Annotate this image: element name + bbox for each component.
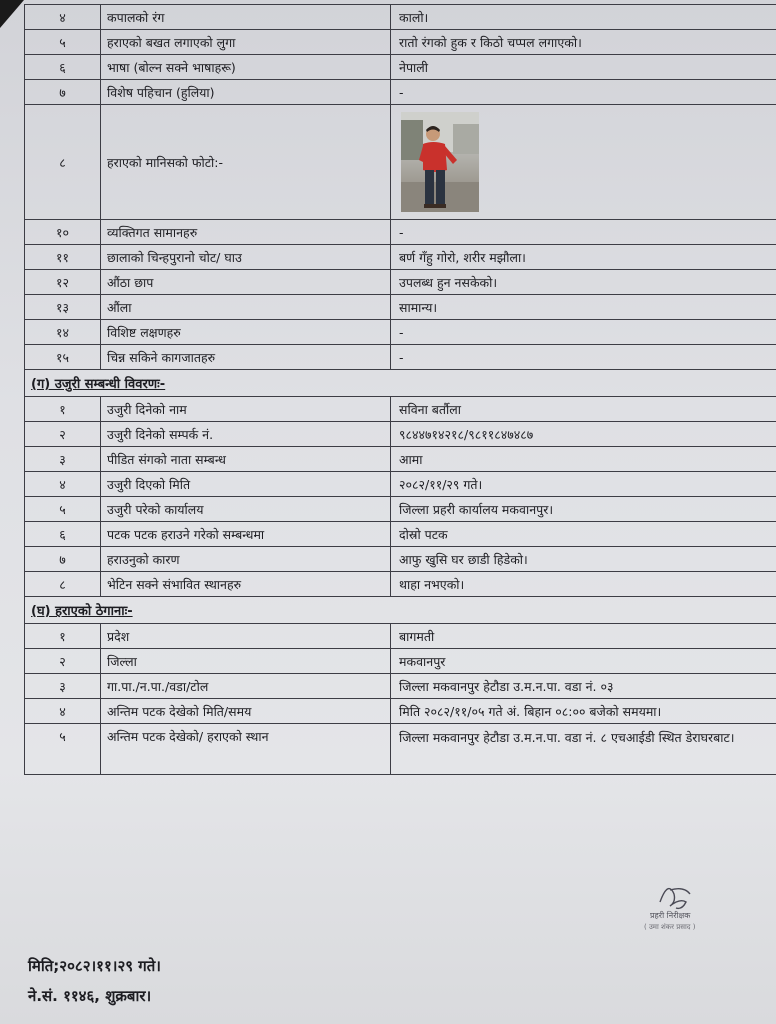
table-row — [25, 30, 776, 55]
section-header-address — [25, 597, 776, 624]
table-row — [25, 345, 776, 370]
row-value: दोस्रो पटक — [391, 522, 776, 547]
row-number: १ — [25, 624, 101, 649]
row-number: २ — [25, 422, 101, 447]
row-value: - — [391, 320, 776, 345]
row-label: गा.पा./न.पा./वडा/टोल — [101, 674, 391, 699]
table-row-photo — [25, 105, 776, 220]
row-number: १४ — [25, 320, 101, 345]
table-row — [25, 295, 776, 320]
table-row — [25, 649, 776, 674]
row-label: व्यक्तिगत सामानहरु — [101, 220, 391, 245]
row-number: ६ — [25, 522, 101, 547]
row-label: अन्तिम पटक देखेको/ हराएको स्थान — [101, 724, 391, 775]
row-label: उजुरी परेको कार्यालय — [101, 497, 391, 522]
table-row — [25, 674, 776, 699]
row-number: १२ — [25, 270, 101, 295]
table-row — [25, 547, 776, 572]
table-row — [25, 472, 776, 497]
row-number: १ — [25, 397, 101, 422]
row-label: औंला — [101, 295, 391, 320]
row-value: मिति २०८२/११/०५ गते अं. बिहान ०८:०० बजेको समयमा। — [391, 699, 776, 724]
row-number: ५ — [25, 724, 101, 775]
row-value: थाहा नभएको। — [391, 572, 776, 597]
row-value: आमा — [391, 447, 776, 472]
row-value: जिल्ला मकवानपुर हेटौडा उ.म.न.पा. वडा नं. ०३ — [391, 674, 776, 699]
row-value: मकवानपुर — [391, 649, 776, 674]
footer-date: मिति;२०८२।११।२९ गते। — [28, 957, 161, 975]
table-row — [25, 220, 776, 245]
row-number: ५ — [25, 497, 101, 522]
row-number: ४ — [25, 699, 101, 724]
row-value: सामान्य। — [391, 295, 776, 320]
row-label: उजुरी दिनेको नाम — [101, 397, 391, 422]
row-value: - — [391, 80, 776, 105]
row-number: १० — [25, 220, 101, 245]
row-label: उजुरी दिएको मिति — [101, 472, 391, 497]
row-number: ११ — [25, 245, 101, 270]
table-row — [25, 422, 776, 447]
table-row — [25, 572, 776, 597]
row-number: ७ — [25, 80, 101, 105]
row-number: ४ — [25, 472, 101, 497]
row-label: पीडित संगको नाता सम्बन्ध — [101, 447, 391, 472]
row-label: हराएको बखत लगाएको लुगा — [101, 30, 391, 55]
table-row — [25, 497, 776, 522]
row-label: उजुरी दिनेको सम्पर्क नं. — [101, 422, 391, 447]
row-label: हराएको मानिसको फोटो:- — [101, 105, 391, 220]
row-value: ९८४४७१४२१८/९८११८४७४८७ — [391, 422, 776, 447]
row-label: भेटिन सक्ने संभावित स्थानहरु — [101, 572, 391, 597]
footer-nepal-sambat-date: ने.सं. ११४६, शुक्रबार। — [28, 987, 152, 1005]
table-row — [25, 397, 776, 422]
signature-name: ( उमा शंकर प्रसाद ) — [644, 923, 696, 931]
table-row — [25, 320, 776, 345]
row-value: सविना बर्तौला — [391, 397, 776, 422]
row-label: औंठा छाप — [101, 270, 391, 295]
missing-person-form-table — [24, 4, 776, 775]
section-title: (ग) उजुरी सम्बन्धी विवरणः- — [25, 370, 776, 397]
table-row — [25, 522, 776, 547]
row-label: पटक पटक हराउने गरेको सम्बन्धमा — [101, 522, 391, 547]
missing-person-photo — [401, 112, 479, 212]
row-label: छालाको चिन्हपुरानो चोट/ घाउ — [101, 245, 391, 270]
row-label: हराउनुको कारण — [101, 547, 391, 572]
table-row — [25, 447, 776, 472]
section-title: (घ) हराएको ठेगानाः- — [25, 597, 776, 624]
row-value: नेपाली — [391, 55, 776, 80]
row-label: भाषा (बोल्न सक्ने भाषाहरू) — [101, 55, 391, 80]
row-number: २ — [25, 649, 101, 674]
row-value: २०८२/११/२९ गते। — [391, 472, 776, 497]
row-value: कालो। — [391, 5, 776, 30]
row-number: ६ — [25, 55, 101, 80]
table-row — [25, 55, 776, 80]
table-row — [25, 699, 776, 724]
row-label: कपालको रंग — [101, 5, 391, 30]
photo-cell — [391, 105, 776, 220]
row-number: ५ — [25, 30, 101, 55]
row-value: - — [391, 220, 776, 245]
row-number: १३ — [25, 295, 101, 320]
table-row — [25, 624, 776, 649]
row-number: ३ — [25, 674, 101, 699]
row-value: बागमती — [391, 624, 776, 649]
page-fold-shadow — [0, 0, 24, 28]
table-row — [25, 80, 776, 105]
section-header-complaint — [25, 370, 776, 397]
row-label: चिन्न सकिने कागजातहरु — [101, 345, 391, 370]
table-row — [25, 270, 776, 295]
row-label: जिल्ला — [101, 649, 391, 674]
row-number: १५ — [25, 345, 101, 370]
row-number: ८ — [25, 572, 101, 597]
row-number: ३ — [25, 447, 101, 472]
row-number: ४ — [25, 5, 101, 30]
row-number: ८ — [25, 105, 101, 220]
table-row — [25, 245, 776, 270]
row-label: विशिष्ट लक्षणहरु — [101, 320, 391, 345]
row-value: आफु खुसि घर छाडी हिडेको। — [391, 547, 776, 572]
signature-title: प्रहरी निरीक्षक — [650, 911, 691, 920]
row-value: जिल्ला मकवानपुर हेटौडा उ.म.न.पा. वडा नं. ८ एचआईडी स्थित डेराघरबाट। — [391, 724, 776, 775]
row-value: जिल्ला प्रहरी कार्यालय मकवानपुर। — [391, 497, 776, 522]
row-label: प्रदेश — [101, 624, 391, 649]
row-value: रातो रंगको हुक र किठो चप्पल लगाएको। — [391, 30, 776, 55]
row-label: अन्तिम पटक देखेको मिति/समय — [101, 699, 391, 724]
row-label: विशेष पहिचान (हुलिया) — [101, 80, 391, 105]
row-value: बर्ण गँहु गोरो, शरीर मझौला। — [391, 245, 776, 270]
row-value: उपलब्ध हुन नसकेको। — [391, 270, 776, 295]
table-row — [25, 5, 776, 30]
table-row — [25, 724, 776, 775]
row-value: - — [391, 345, 776, 370]
row-number: ७ — [25, 547, 101, 572]
